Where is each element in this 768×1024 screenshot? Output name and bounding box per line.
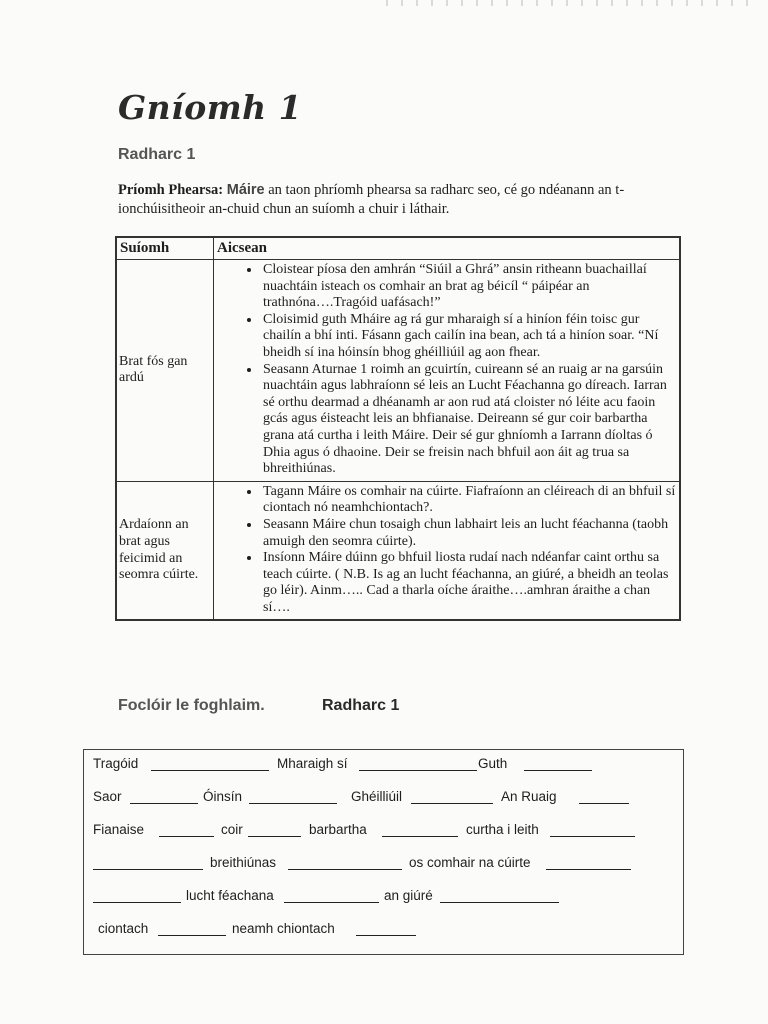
vocab-word: breithiúnas xyxy=(210,855,277,870)
list-item: • Insíonn Máire dúinn go bhfuil liosta rudaí nach ndéanfar caint orthu sa teach cúirte. ( N.B. Is ag an lucht féachanna, an giúré, a bheidh an teolas go léir). Ainm….. Cad a tharla oíche áraithe….amhran áraithe a chan sí…. xyxy=(261,550,677,616)
blank-line[interactable] xyxy=(524,770,592,771)
vocab-word: Saor xyxy=(93,789,122,804)
vocab-word: curtha i leith xyxy=(466,822,539,837)
vocab-word: lucht féachana xyxy=(186,888,274,903)
actions-cell xyxy=(214,481,681,620)
blank-line[interactable] xyxy=(440,902,559,903)
header-action: Aicsean xyxy=(214,237,681,260)
blank-line[interactable] xyxy=(93,869,203,870)
list-item: • Seasann Máire chun tosaigh chun labhairt leis an lucht féachanna (taobh amuigh den seomra cúirte). xyxy=(261,517,677,550)
intro-name: Máire xyxy=(226,182,265,198)
vocab-word: An Ruaig xyxy=(501,789,557,804)
vocab-word: Mharaigh sí xyxy=(277,756,348,771)
vocab-box xyxy=(83,749,684,955)
actions-list xyxy=(214,484,677,617)
blank-line[interactable] xyxy=(356,935,416,936)
vocab-word: Tragóid xyxy=(93,756,139,771)
intro-label: Príomh Phearsa: xyxy=(118,182,224,198)
actions-list xyxy=(214,262,677,478)
scene-heading: Radharc 1 xyxy=(118,146,196,163)
vocab-word: Ghéilliúil xyxy=(351,789,403,804)
list-item: • Seasann Aturnae 1 roimh an gcuirtín, cuireann sé an ruaig ar na garsúin nuachtáin agus labhraíonn sé leis an Lucht Féachanna go díreach. Iarran sé orthu dearmad a dhéanamh ar aon rud atá cloister nó léite acu faoin gcás agus éisteacht leis an bhfianaise. Deireann sé gur coir barbartha grana atá curtha i leith Máire. Deir sé gur ghníomh a Iarrann díoltas ó Dhia agus ó dhaoine. Deir se freisin nach bhfuil aon áit ag trua sa bhreithiúnas. xyxy=(261,362,677,478)
vocab-word: ciontach xyxy=(98,921,149,936)
blank-line[interactable] xyxy=(411,803,493,804)
page-title: Gníomh 1 xyxy=(118,88,303,127)
list-item: • Cloistear píosa den amhrán “Siúil a Ghrá” ansin ritheann buachaillaí nuachtáin isteach os comhair an brat ag béicíl “ páipéar an trathnóna….Tragóid uafásach!” xyxy=(261,262,677,312)
scene-table xyxy=(115,236,681,621)
vocab-word: Fianaise xyxy=(93,822,145,837)
vocab-word: an giúré xyxy=(384,888,433,903)
vocab-word: Óinsín xyxy=(203,789,243,804)
vocab-row xyxy=(84,789,683,807)
table-row xyxy=(116,481,680,620)
scan-noise xyxy=(380,0,760,6)
vocab-row xyxy=(84,756,683,774)
vocab-heading: Foclóir le foghlaim. xyxy=(118,697,265,714)
list-item: • Tagann Máire os comhair na cúirte. Fiafraíonn an cléireach di an bhfuil sí ciontach nó neamhchiontach?. xyxy=(261,484,677,517)
setting-cell: Ardaíonn an brat agus feicimid an seomra cúirte. xyxy=(116,481,214,620)
vocab-row xyxy=(84,888,683,906)
blank-line[interactable] xyxy=(546,869,631,870)
setting-cell: Brat fós gan ardú xyxy=(116,260,214,482)
actions-cell xyxy=(214,260,681,482)
vocab-scene: Radharc 1 xyxy=(322,697,400,714)
vocab-word: os comhair na cúirte xyxy=(409,855,531,870)
header-setting: Suíomh xyxy=(116,237,214,260)
blank-line[interactable] xyxy=(382,836,458,837)
vocab-row xyxy=(84,855,683,873)
blank-line[interactable] xyxy=(248,836,301,837)
intro-text: an taon phríomh phearsa sa radharc seo, cé go ndéanann an t-ionchúisitheoir an-chuid chun an suíomh a chuir i láthair. xyxy=(118,182,625,217)
list-item: • Cloisimid guth Mháire ag rá gur mharaigh sí a hiníon féin toisc gur chailín a bhí inti. Fásann gach cailín ina bean, ach tá a hiníon soar. “Ní bheidh sí ina hóinsín bhog ghéilliúil ag aon fhear. xyxy=(261,312,677,362)
blank-line[interactable] xyxy=(550,836,635,837)
vocab-row xyxy=(84,822,683,840)
vocab-word: Guth xyxy=(478,756,508,771)
blank-line[interactable] xyxy=(284,902,379,903)
vocab-word: neamh chiontach xyxy=(232,921,335,936)
blank-line[interactable] xyxy=(158,935,226,936)
blank-line[interactable] xyxy=(93,902,181,903)
vocab-word: barbartha xyxy=(309,822,367,837)
table-header-row xyxy=(116,237,680,260)
vocab-row xyxy=(84,921,683,939)
table-row xyxy=(116,260,680,482)
blank-line[interactable] xyxy=(151,770,269,771)
blank-line[interactable] xyxy=(130,803,198,804)
vocab-word: coir xyxy=(221,822,243,837)
blank-line[interactable] xyxy=(359,770,477,771)
blank-line[interactable] xyxy=(159,836,214,837)
blank-line[interactable] xyxy=(288,869,402,870)
blank-line[interactable] xyxy=(249,803,337,804)
intro-paragraph xyxy=(118,181,678,219)
blank-line[interactable] xyxy=(579,803,629,804)
